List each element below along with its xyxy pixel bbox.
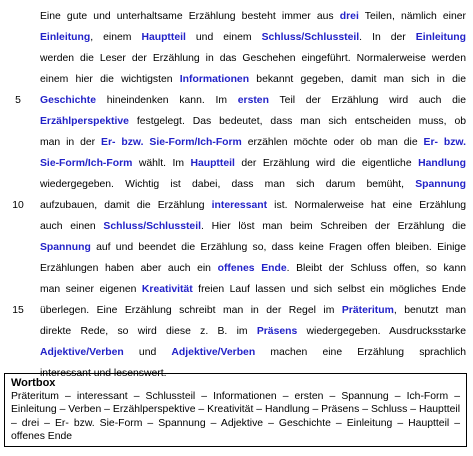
line-number: 5 <box>15 95 21 106</box>
text-segment: wählt. Im <box>132 158 191 169</box>
text-segment: und einem <box>185 32 262 43</box>
text-segment: hineindenken kann. Im <box>96 95 238 106</box>
text-segment: . Hier löst man beim Schreiben der Erzählung die <box>201 221 466 232</box>
keyword: Schluss/Schlussteil <box>261 32 360 43</box>
text-line <box>40 111 466 132</box>
keyword: Er- bzw. <box>423 137 466 148</box>
text-line <box>40 321 466 342</box>
keyword: Informationen <box>179 74 250 85</box>
text-segment: festgelegt. Das bedeutet, dass man sich entscheiden muss, ob <box>128 116 466 127</box>
keyword: Präteritum <box>341 305 394 316</box>
text-segment: Eine gute und unterhaltsame Erzählung besteht immer aus <box>40 11 340 22</box>
text-segment: überlegen. Eine Erzählung schreibt man in der Regel im <box>40 305 342 316</box>
keyword: Schluss/Schlussteil <box>103 221 201 232</box>
keyword: Spannung <box>40 242 91 253</box>
text-segment: direkte Rede, so wird diese z. B. im <box>40 326 257 337</box>
text-segment: wiedergegeben. Wichtig ist dabei, dass man sich darum bemüht, <box>40 179 416 190</box>
keyword: Er- bzw. Sie-Form/Ich-Form <box>101 137 242 148</box>
text-line <box>40 69 466 90</box>
text-segment: freien Lauf lassen und sich selbst ein mögliches Ende <box>192 284 466 295</box>
text-line <box>40 132 466 153</box>
text-segment: wiedergegeben. Ausdrucksstarke <box>297 326 466 337</box>
text-line <box>40 342 466 363</box>
text-line <box>40 216 466 237</box>
text-segment: aufzubauen, damit die Erzählung <box>40 200 212 211</box>
keyword: Kreativität <box>141 284 193 295</box>
text-segment: , einem <box>90 32 142 43</box>
text-line <box>40 27 466 48</box>
text-segment: werden die Leser der Erzählung in das Geschehen eingeführt. Normalerweise werden <box>40 53 466 64</box>
keyword: Sie-Form/Ich-Form <box>40 158 133 169</box>
text-segment: und <box>123 347 172 358</box>
text-segment: machen eine Erzählung sprachlich <box>255 347 466 358</box>
keyword: Präsens <box>256 326 298 337</box>
text-segment: der Erzählung wird die eigentliche <box>234 158 419 169</box>
text-segment: einem hier die wichtigsten <box>40 74 180 85</box>
keyword: Einleitung <box>40 32 91 43</box>
keyword: ersten <box>237 95 269 106</box>
text-segment: Teil der Erzählung wird auch die <box>268 95 466 106</box>
text-line <box>40 153 466 174</box>
text-segment: man in der <box>40 137 102 148</box>
keyword: Adjektive/Verben <box>40 347 124 358</box>
text-segment: . Bleibt der Schluss offen, so kann <box>286 263 467 274</box>
text-segment: Teilen, nämlich einer <box>358 11 467 22</box>
keyword: offenes Ende <box>217 263 287 274</box>
keyword: Geschichte <box>40 95 97 106</box>
text-line <box>40 258 466 279</box>
text-segment: interessant und lesenswert. <box>40 368 167 379</box>
text-segment: bekannt gegeben, damit man sich in die <box>249 74 466 85</box>
line-number: 10 <box>12 200 24 211</box>
text-line <box>40 279 466 300</box>
keyword: Einleitung <box>415 32 466 43</box>
keyword: Hauptteil <box>141 32 186 43</box>
keyword: interessant <box>211 200 268 211</box>
text-segment: ist. Normalerweise hat eine Erzählung <box>267 200 466 211</box>
keyword: drei <box>339 11 359 22</box>
text-line <box>40 174 466 195</box>
text-segment: auch einen <box>40 221 104 232</box>
text-line <box>40 6 466 27</box>
keyword: Erzählperspektive <box>40 116 129 127</box>
word-box <box>4 373 467 447</box>
word-box-title: Wortbox <box>11 377 56 389</box>
text-segment: Erzählungen haben aber auch ein <box>40 263 218 274</box>
text-segment: erzählen möchte oder ob man die <box>241 137 424 148</box>
line-number: 15 <box>12 305 24 316</box>
text-line <box>40 195 466 216</box>
keyword: Spannung <box>415 179 466 190</box>
text-line <box>40 237 466 258</box>
text-line <box>40 48 466 69</box>
text-line <box>40 90 466 111</box>
word-box-content: Präteritum – interessant – Schlussteil – Informationen – ersten – Spannung – Ich-Form – Einleitung – Verben – Erzählperspektive – Kreativität – Handlung – Präsens – Schluss – Hauptteil – drei – Er- bzw. Sie-Form – Spannung – Adjektive – Geschichte – Einleitung – Hauptteil – offenes Ende <box>11 391 460 443</box>
keyword: Adjektive/Verben <box>171 347 256 358</box>
keyword: Handlung <box>418 158 466 169</box>
keyword: Hauptteil <box>190 158 235 169</box>
text-segment: . In der <box>359 32 416 43</box>
text-segment: auf und beendet die Erzählung so, dass keine Fragen offen bleiben. Einige <box>90 242 466 253</box>
text-segment: man seiner eigenen <box>40 284 142 295</box>
text-line <box>40 300 466 321</box>
text-segment: , benutzt man <box>393 305 466 316</box>
